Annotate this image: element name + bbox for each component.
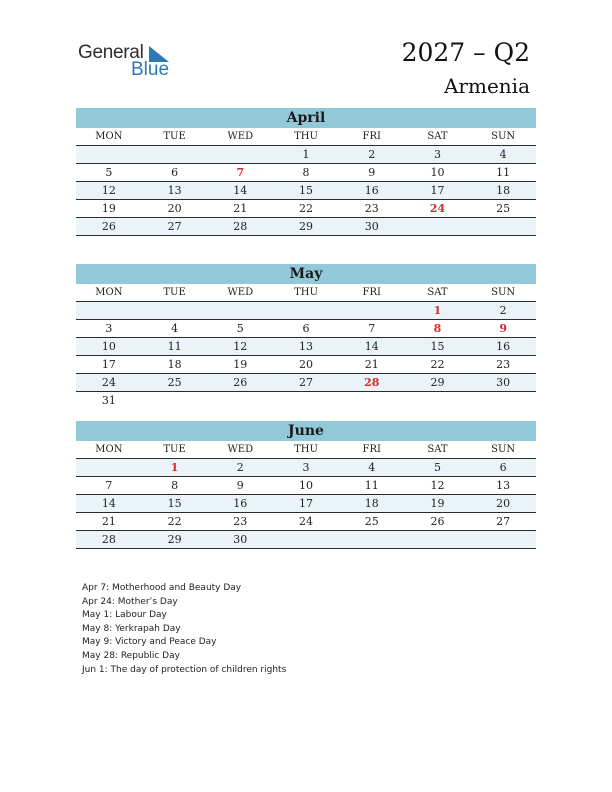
date-cell: 10 bbox=[101, 340, 116, 353]
date-cell: 6 bbox=[302, 322, 310, 335]
date-cell: 27 bbox=[496, 515, 511, 528]
date-cell bbox=[207, 146, 273, 163]
weekday-header-row bbox=[76, 284, 536, 302]
week-row bbox=[76, 338, 536, 356]
date-cell bbox=[405, 218, 471, 235]
date-cell: 25 bbox=[496, 202, 511, 215]
date-cell bbox=[76, 302, 142, 319]
page-title: 2027 – Q2 bbox=[401, 38, 530, 67]
date-cell: 11 bbox=[496, 166, 511, 179]
date-cell: 4 bbox=[171, 322, 179, 335]
date-cell: 2 bbox=[499, 304, 507, 317]
date-cell: 16 bbox=[233, 497, 248, 510]
date-cell: 30 bbox=[496, 376, 511, 389]
date-cell: 15 bbox=[167, 497, 182, 510]
date-cell: 13 bbox=[299, 340, 314, 353]
date-cell bbox=[273, 392, 339, 409]
date-cell: 9 bbox=[368, 166, 376, 179]
date-cell: 27 bbox=[167, 220, 182, 233]
weekday-header-row bbox=[76, 441, 536, 459]
week-row bbox=[76, 477, 536, 495]
date-cell: 24 bbox=[101, 376, 116, 389]
holiday-note: Apr 24: Mother’s Day bbox=[82, 596, 178, 607]
week-row bbox=[76, 531, 536, 549]
date-cell: 30 bbox=[233, 533, 248, 546]
weekday-label: SUN bbox=[491, 444, 516, 455]
date-cell: 26 bbox=[430, 515, 445, 528]
date-cell: 5 bbox=[105, 166, 113, 179]
date-cell: 26 bbox=[101, 220, 116, 233]
date-cell bbox=[76, 146, 142, 163]
logo-text-general: General bbox=[78, 42, 144, 63]
date-cell: 3 bbox=[105, 322, 113, 335]
weekday-header-row bbox=[76, 128, 536, 146]
date-cell: 17 bbox=[101, 358, 116, 371]
holiday-date-cell: 28 bbox=[364, 376, 380, 389]
holiday-date-cell: 1 bbox=[170, 461, 179, 474]
weekday-label: FRI bbox=[362, 131, 381, 142]
date-cell: 11 bbox=[364, 479, 379, 492]
date-cell: 27 bbox=[299, 376, 314, 389]
date-cell: 1 bbox=[302, 148, 310, 161]
date-cell bbox=[207, 392, 273, 409]
date-cell: 12 bbox=[101, 184, 116, 197]
weekday-label: TUE bbox=[163, 287, 186, 298]
date-cell bbox=[76, 459, 142, 476]
date-cell: 19 bbox=[430, 497, 445, 510]
date-cell: 3 bbox=[302, 461, 310, 474]
holiday-date-cell: 24 bbox=[429, 202, 446, 215]
date-cell bbox=[339, 392, 405, 409]
date-cell: 19 bbox=[233, 358, 248, 371]
date-cell: 23 bbox=[233, 515, 248, 528]
weekday-label: THU bbox=[294, 287, 318, 298]
date-cell bbox=[142, 392, 208, 409]
date-cell: 26 bbox=[233, 376, 248, 389]
date-cell: 10 bbox=[430, 166, 445, 179]
month-calendar-april bbox=[76, 108, 536, 236]
weekday-label: WED bbox=[227, 131, 254, 142]
date-cell: 28 bbox=[233, 220, 248, 233]
date-cell: 13 bbox=[167, 184, 182, 197]
holiday-list bbox=[82, 582, 286, 677]
week-row bbox=[76, 164, 536, 182]
date-cell: 20 bbox=[299, 358, 314, 371]
weekday-label: SUN bbox=[491, 131, 516, 142]
date-cell: 21 bbox=[101, 515, 116, 528]
date-cell: 12 bbox=[430, 479, 445, 492]
weekday-label: WED bbox=[227, 444, 254, 455]
date-cell: 20 bbox=[496, 497, 511, 510]
logo bbox=[78, 42, 178, 78]
date-cell: 18 bbox=[167, 358, 182, 371]
holiday-date-cell: 9 bbox=[499, 322, 507, 335]
date-cell: 6 bbox=[499, 461, 507, 474]
date-cell: 4 bbox=[368, 461, 376, 474]
date-cell: 15 bbox=[299, 184, 314, 197]
date-cell: 22 bbox=[299, 202, 314, 215]
month-calendar-june bbox=[76, 421, 536, 549]
month-calendar-may bbox=[76, 264, 536, 409]
date-cell: 29 bbox=[430, 376, 445, 389]
week-row bbox=[76, 392, 536, 409]
date-cell bbox=[405, 392, 471, 409]
date-cell bbox=[207, 302, 273, 319]
date-cell: 28 bbox=[101, 533, 116, 546]
date-cell: 5 bbox=[433, 461, 441, 474]
weekday-label: MON bbox=[95, 131, 123, 142]
week-row bbox=[76, 356, 536, 374]
country-name: Armenia bbox=[443, 74, 530, 98]
month-name: April bbox=[76, 108, 536, 128]
date-cell: 23 bbox=[496, 358, 511, 371]
date-cell: 18 bbox=[364, 497, 379, 510]
weekday-label: THU bbox=[294, 444, 318, 455]
week-row bbox=[76, 302, 536, 320]
holiday-note: Apr 7: Motherhood and Beauty Day bbox=[82, 583, 242, 593]
weekday-label: SAT bbox=[427, 131, 448, 142]
date-cell: 8 bbox=[302, 166, 310, 179]
date-cell: 11 bbox=[167, 340, 182, 353]
date-cell: 22 bbox=[167, 515, 182, 528]
date-cell: 9 bbox=[236, 479, 244, 492]
date-cell: 14 bbox=[364, 340, 379, 353]
weekday-label: SUN bbox=[491, 287, 516, 298]
date-cell: 2 bbox=[368, 148, 376, 161]
weekday-label: FRI bbox=[362, 444, 381, 455]
week-row bbox=[76, 320, 536, 338]
date-cell: 19 bbox=[101, 202, 116, 215]
date-cell: 16 bbox=[364, 184, 379, 197]
weekday-label: SAT bbox=[427, 444, 448, 455]
week-row bbox=[76, 146, 536, 164]
date-cell: 31 bbox=[101, 394, 116, 407]
weekday-label: THU bbox=[294, 131, 318, 142]
holiday-date-cell: 7 bbox=[236, 166, 245, 179]
weekday-label: MON bbox=[95, 287, 123, 298]
holiday-note: May 9: Victory and Peace Day bbox=[82, 637, 217, 648]
date-cell: 29 bbox=[299, 220, 314, 233]
date-cell bbox=[142, 302, 208, 319]
date-cell: 13 bbox=[496, 479, 511, 492]
week-row bbox=[76, 218, 536, 236]
week-row bbox=[76, 459, 536, 477]
date-cell: 25 bbox=[364, 515, 379, 528]
date-cell: 7 bbox=[105, 479, 113, 492]
weekday-label: WED bbox=[227, 287, 254, 298]
date-cell: 16 bbox=[496, 340, 511, 353]
holiday-note: May 8: Yerkrapah Day bbox=[82, 623, 181, 634]
date-cell: 14 bbox=[233, 184, 248, 197]
week-row bbox=[76, 513, 536, 531]
weekday-label: TUE bbox=[163, 131, 186, 142]
holiday-note: May 1: Labour Day bbox=[82, 610, 167, 621]
date-cell: 21 bbox=[233, 202, 248, 215]
date-cell: 5 bbox=[236, 322, 244, 335]
date-cell: 7 bbox=[368, 322, 376, 335]
date-cell: 20 bbox=[167, 202, 182, 215]
holiday-note: Jun 1: The day of protection of children rights bbox=[82, 664, 287, 675]
week-row bbox=[76, 374, 536, 392]
date-cell bbox=[470, 531, 536, 548]
date-cell: 23 bbox=[364, 202, 379, 215]
weekday-label: MON bbox=[95, 444, 123, 455]
week-row bbox=[76, 495, 536, 513]
month-name: June bbox=[76, 421, 536, 441]
date-cell: 21 bbox=[364, 358, 379, 371]
holiday-date-cell: 1 bbox=[433, 304, 442, 317]
date-cell: 14 bbox=[101, 497, 116, 510]
date-cell: 2 bbox=[236, 461, 244, 474]
date-cell bbox=[339, 531, 405, 548]
weekday-label: SAT bbox=[427, 287, 448, 298]
date-cell: 6 bbox=[171, 166, 179, 179]
date-cell bbox=[470, 218, 536, 235]
date-cell bbox=[273, 531, 339, 548]
date-cell bbox=[339, 302, 405, 319]
holiday-date-cell: 8 bbox=[433, 322, 442, 335]
date-cell: 4 bbox=[499, 148, 507, 161]
date-cell bbox=[470, 392, 536, 409]
date-cell: 8 bbox=[171, 479, 179, 492]
week-row bbox=[76, 182, 536, 200]
date-cell: 22 bbox=[430, 358, 445, 371]
date-cell: 12 bbox=[233, 340, 248, 353]
date-cell: 17 bbox=[430, 184, 445, 197]
date-cell: 17 bbox=[299, 497, 314, 510]
date-cell: 29 bbox=[167, 533, 182, 546]
date-cell: 24 bbox=[299, 515, 314, 528]
logo-text-blue: Blue bbox=[131, 59, 170, 80]
date-cell: 30 bbox=[364, 220, 379, 233]
date-cell: 10 bbox=[299, 479, 314, 492]
date-cell: 3 bbox=[433, 148, 441, 161]
date-cell bbox=[142, 146, 208, 163]
week-row bbox=[76, 200, 536, 218]
date-cell bbox=[405, 531, 471, 548]
date-cell: 25 bbox=[167, 376, 182, 389]
weekday-label: TUE bbox=[163, 444, 186, 455]
month-name: May bbox=[76, 264, 536, 284]
holiday-note: May 28: Republic Day bbox=[82, 650, 180, 661]
weekday-label: FRI bbox=[362, 287, 381, 298]
date-cell: 15 bbox=[430, 340, 445, 353]
date-cell bbox=[273, 302, 339, 319]
date-cell: 18 bbox=[496, 184, 511, 197]
